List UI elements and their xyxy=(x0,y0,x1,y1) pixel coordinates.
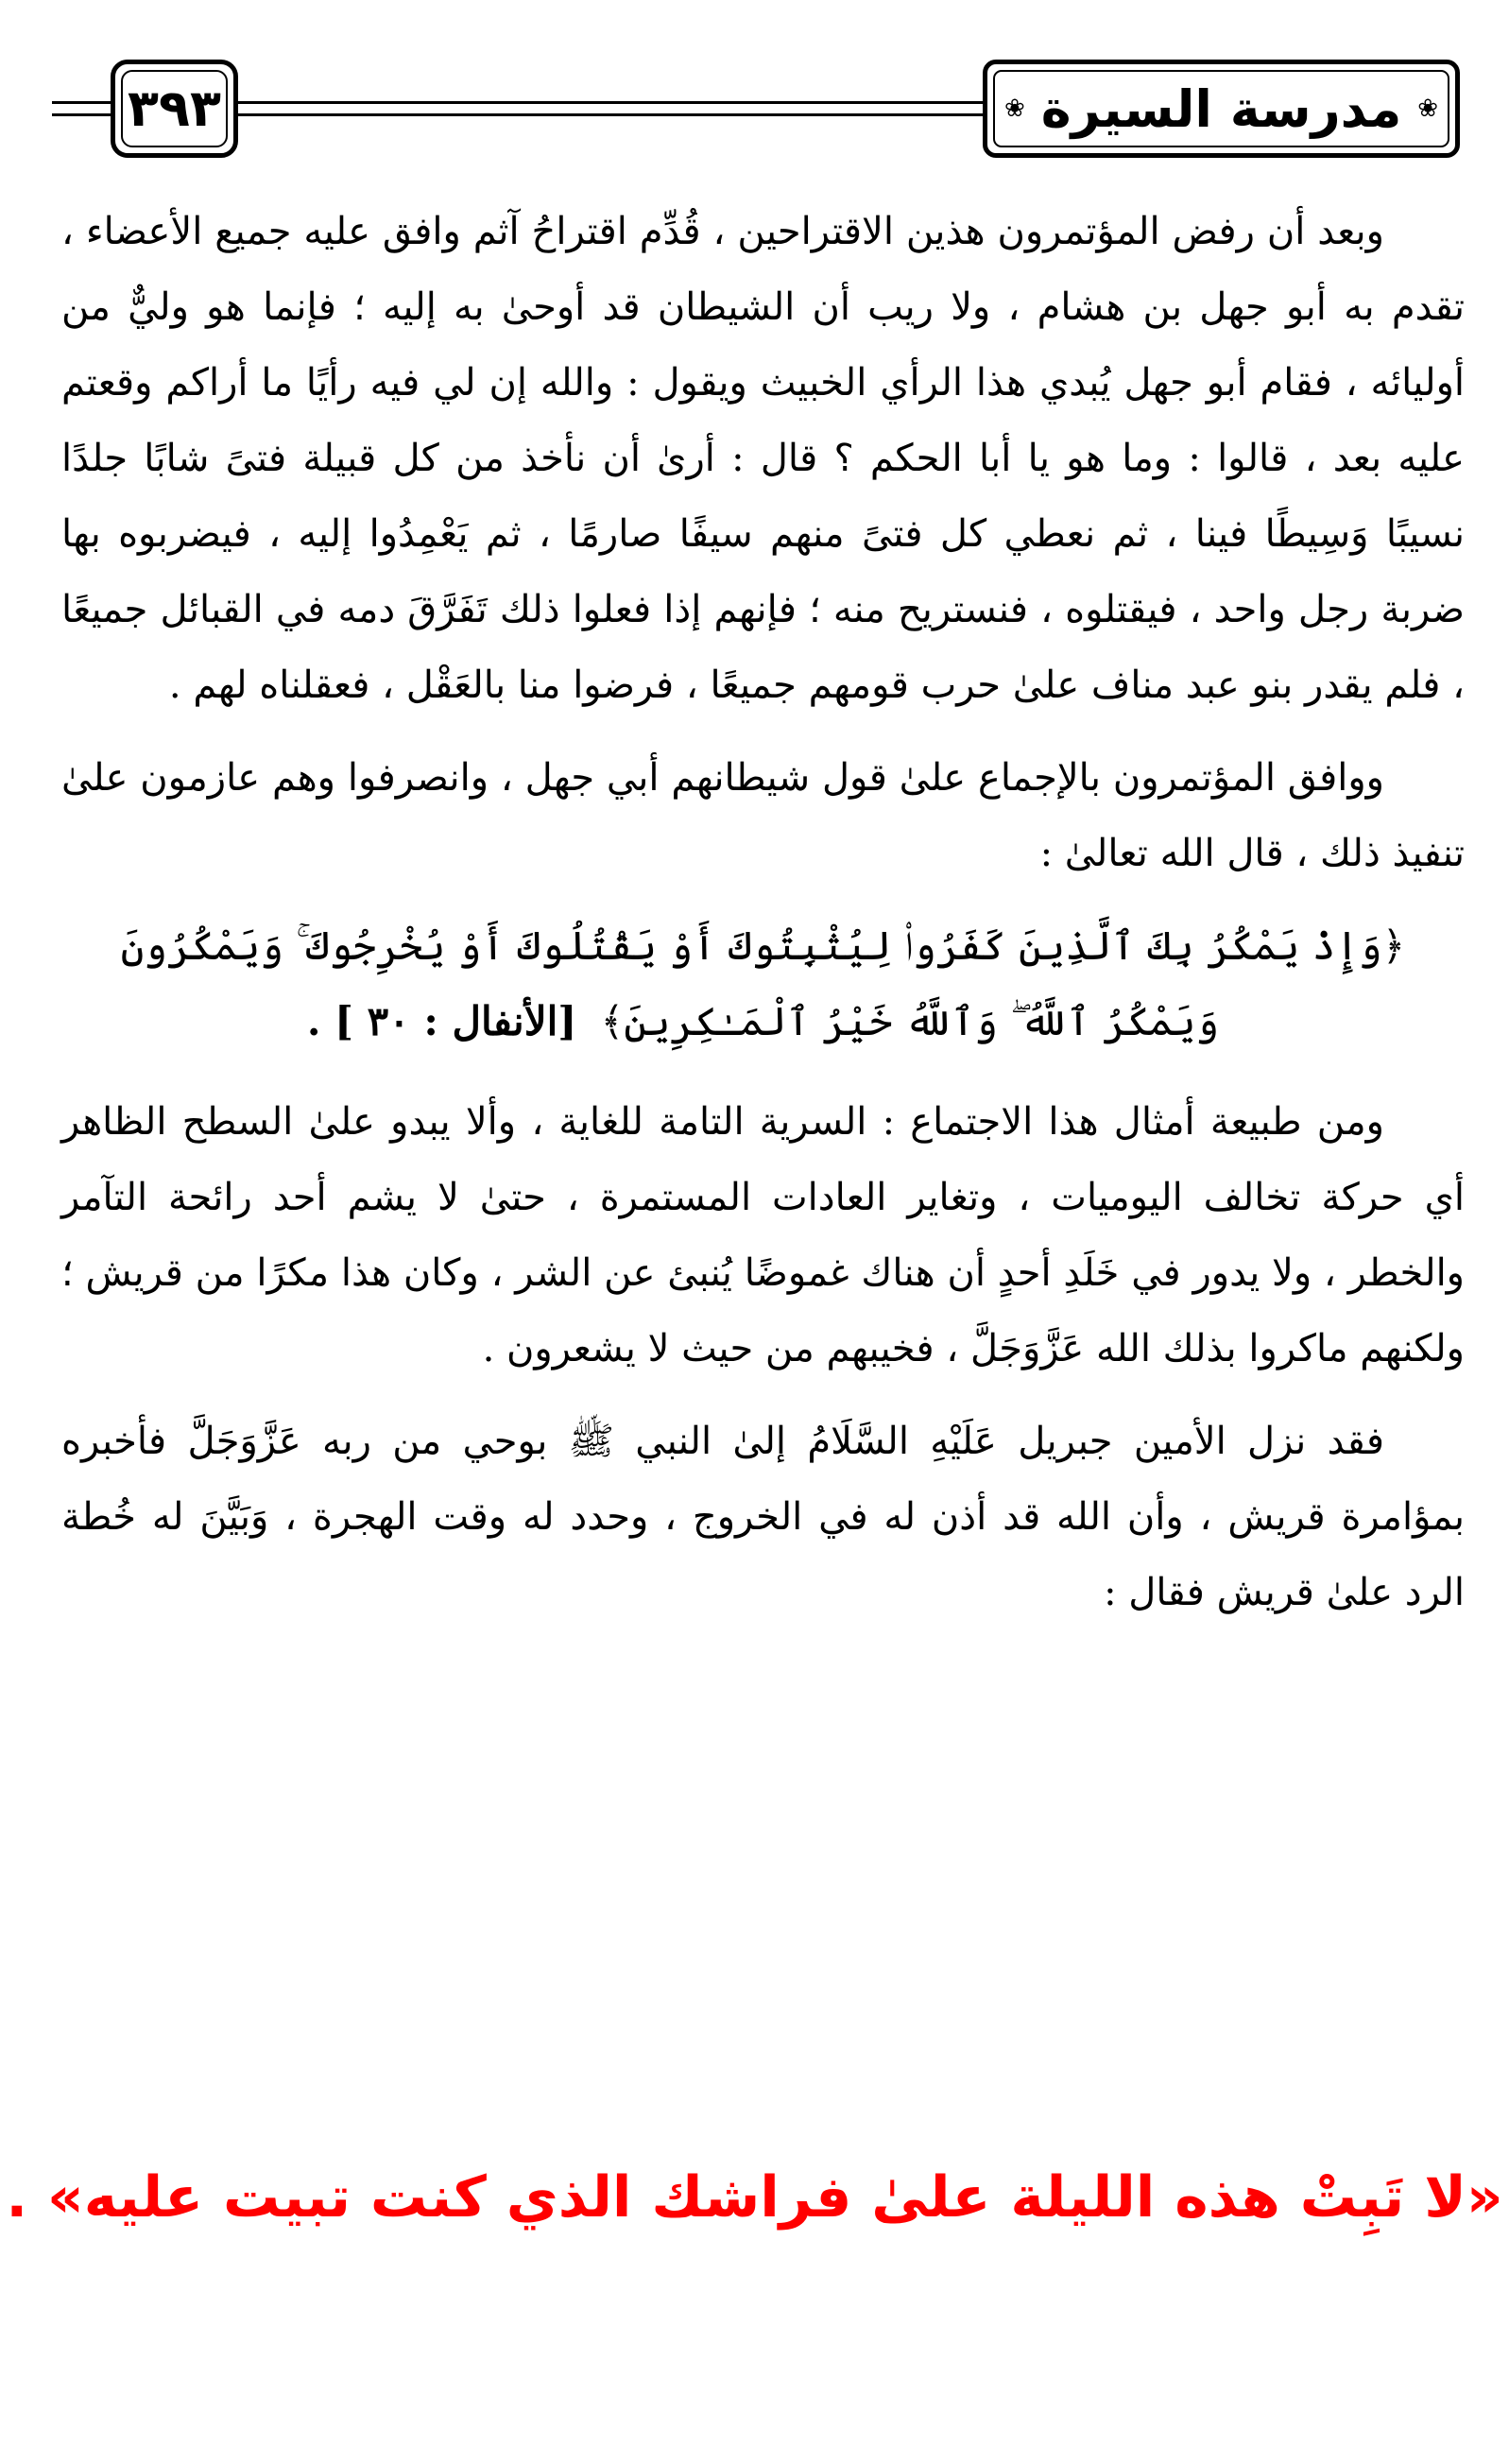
quran-verse-block xyxy=(61,908,1465,1060)
ornament-icon: ❀ xyxy=(1004,95,1025,123)
quran-verse: ﴿وَإِذْ يَمْكُرُ بِكَ ٱلَّذِينَ كَفَرُوا۟ لِيُثْبِتُوكَ أَوْ يَقْتُلُوكَ أَوْ يُخْرِجُوكَ ۚ وَيَمْكُرُونَ وَيَمْكُرُ ٱللَّهُ ۖ وَٱللَّهُ خَيْرُ ٱلْمَـٰكِرِينَ﴾ xyxy=(120,922,1406,1044)
header-rule-left xyxy=(52,101,118,116)
page-body xyxy=(61,194,1465,1657)
paragraph: ومن طبيعة أمثال هذا الاجتماع : السرية التامة للغاية ، وألا يبدو علىٰ السطح الظاهر أي حركة تخالف اليوميات ، وتغاير العادات المستمرة ، حتىٰ لا يشم أحد رائحة التآمر والخطر ، ولا يدور في خَلَدِ أحدٍ أن هناك غموضًا يُنبئ عن الشر ، وكان هذا مكرًا من قريش ؛ ولكنهم ماكروا بذلك الله عَزَّوَجَلَّ ، فخيبهم من حيث لا يشعرون . xyxy=(61,1100,1465,1370)
paragraph: فقد نزل الأمين جبريل عَلَيْهِ السَّلَامُ إلىٰ النبي ﷺ بوحي من ربه عَزَّوَجَلَّ فأخبره بمؤامرة قريش ، وأن الله قد أذن له في الخروج ، وحدد له وقت الهجرة ، وَبَيَّنَ له خُطة الرد علىٰ قريش فقال : xyxy=(61,1420,1465,1614)
highlighted-quote: «لا تَبِتْ هذه الليلة علىٰ فراشك الذي كنت تبيت عليه» . xyxy=(6,2164,1503,2231)
page-number-frame xyxy=(111,60,238,158)
paragraph: ووافق المؤتمرون بالإجماع علىٰ قول شيطانهم أبي جهل ، وانصرفوا وهم عازمون علىٰ تنفيذ ذلك ، قال الله تعالىٰ : xyxy=(61,756,1465,875)
book-title-frame xyxy=(983,60,1460,158)
running-book-title: مدرسة السيرة xyxy=(1040,78,1402,139)
page-number: ٣٩٣ xyxy=(128,78,221,138)
paragraph: وبعد أن رفض المؤتمرون هذين الاقتراحين ، قُدِّم اقتراحُ آثم وافق عليه جميع الأعضاء ، تقدم به أبو جهل بن هشام ، ولا ريب أن الشيطان قد أوحىٰ به إليه ؛ فإنما هو وليٌّ من أوليائه ، فقام أبو جهل يُبدي هذا الرأي الخبيث ويقول : والله إن لي فيه رأيًا ما أراكم وقعتم عليه بعد ، قالوا : وما هو يا أبا الحكم ؟ قال : أرىٰ أن نأخذ من كل قبيلة فتىً شابًا جلدًا نسيبًا وَسِيطًا فينا ، ثم نعطي كل فتىً منهم سيفًا صارمًا ، ثم يَعْمِدُوا إليه ، فيضربوه بها ضربة رجل واحد ، فيقتلوه ، فنستريح منه ؛ فإنهم إذا فعلوا ذلك تَفَرَّقَ دمه في القبائل جميعًا ، فلم يقدر بنو عبد مناف علىٰ حرب قومهم جميعًا ، فرضوا منا بالعَقْل ، فعقلناه لهم . xyxy=(61,210,1465,707)
ornament-icon: ❀ xyxy=(1417,95,1438,123)
page-header xyxy=(52,52,1460,165)
quran-reference: [الأنفال : ٣٠ ] . xyxy=(306,998,577,1044)
header-rule-middle xyxy=(231,101,987,116)
